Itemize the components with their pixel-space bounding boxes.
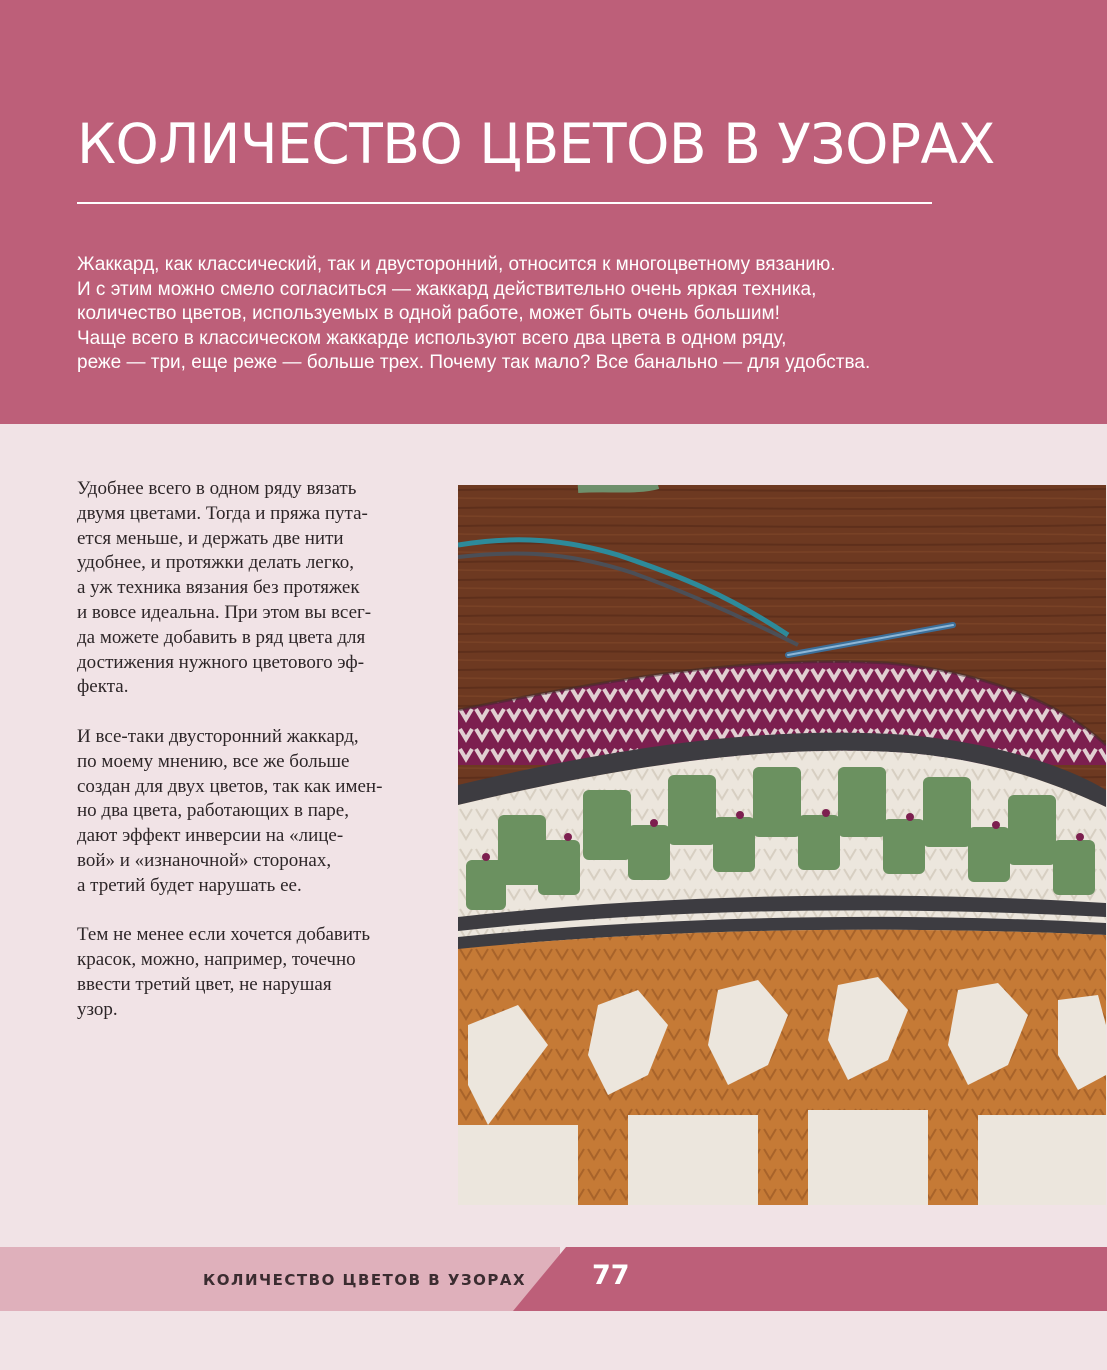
text-line: по моему мнению, все же больше bbox=[77, 750, 350, 772]
text-line: Тем не менее если хочется добавить bbox=[77, 924, 371, 946]
intro-line: И с этим можно смело согласиться — жаккард действительно очень яркая техника, bbox=[77, 278, 817, 300]
text-line: ввести третий цвет, не нарушая bbox=[77, 973, 332, 995]
text-line: дают эффект инверсии на «лице- bbox=[77, 825, 344, 847]
text-line: двумя цветами. Тогда и пряжа пута- bbox=[77, 502, 368, 524]
body-text bbox=[77, 477, 437, 1047]
intro-line: Жаккард, как классический, так и двусторонний, относится к многоцветному вязанию. bbox=[77, 254, 836, 275]
header-band bbox=[0, 0, 1107, 424]
paragraph bbox=[77, 923, 437, 1022]
intro-text bbox=[77, 253, 947, 376]
text-line: фекта. bbox=[77, 676, 129, 698]
text-line: и вовсе идеальна. При этом вы всег- bbox=[77, 601, 372, 623]
intro-line: реже — три, еще реже — больше трех. Почему так мало? Все банально — для удобства. bbox=[77, 352, 871, 373]
title-divider bbox=[77, 202, 932, 204]
paragraph bbox=[77, 725, 437, 899]
knitting-photo bbox=[458, 485, 1106, 1205]
page-title: КОЛИЧЕСТВО ЦВЕТОВ В УЗОРАХ bbox=[77, 112, 995, 176]
text-line: И все-таки двусторонний жаккард, bbox=[77, 725, 359, 747]
text-line: ется меньше, и держать две нити bbox=[77, 527, 344, 549]
text-line: Удобнее всего в одном ряду вязать bbox=[77, 478, 357, 499]
text-line: достижения нужного цветового эф- bbox=[77, 651, 365, 673]
text-line: вой» и «изнаночной» сторонах, bbox=[77, 849, 332, 871]
paragraph bbox=[77, 477, 437, 700]
intro-line: Чаще всего в классическом жаккарде используют всего два цвета в одном ряду, bbox=[77, 327, 787, 349]
text-line: создан для двух цветов, так как имен- bbox=[77, 775, 383, 797]
text-line: да можете добавить в ряд цвета для bbox=[77, 626, 366, 648]
text-line: а третий будет нарушать ее. bbox=[77, 874, 302, 896]
text-line: узор. bbox=[77, 998, 118, 1020]
text-line: удобнее, и протяжки делать легко, bbox=[77, 552, 355, 574]
page-number: 77 bbox=[592, 1260, 630, 1291]
text-line: но два цвета, работающих в паре, bbox=[77, 800, 349, 822]
text-line: красок, можно, например, точечно bbox=[77, 949, 356, 971]
intro-line: количество цветов, используемых в одной работе, может быть очень большим! bbox=[77, 303, 780, 324]
footer-section-label: КОЛИЧЕСТВО ЦВЕТОВ В УЗОРАХ bbox=[203, 1271, 527, 1289]
text-line: а уж техника вязания без протяжек bbox=[77, 577, 360, 599]
